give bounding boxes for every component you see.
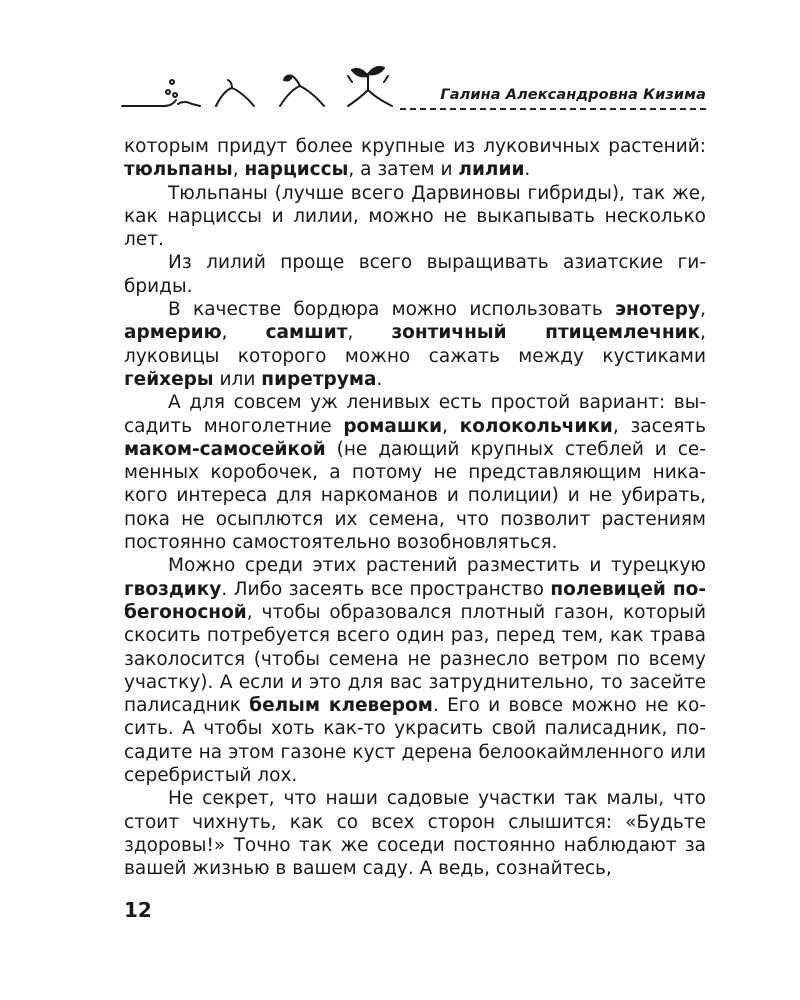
text-run: , засеять — [612, 415, 706, 437]
bold-term: самшит — [265, 322, 348, 344]
bold-term: гейхеры — [124, 368, 214, 390]
text-run: Не секрет, что наши садовые участки так малы, что стоит чихнуть, как со всех сторон слышится: «Будьте здоровы!» Точно так же соседи постоянно наблюдают за вашей жизнью в вашем саду. А ведь, сознайтесь, — [124, 788, 706, 880]
text-run: , — [347, 322, 392, 344]
text-run: (не дающий крупных стеблей и семенных коробочек, а потому не представляющим никакого интереса для наркоманов и полиции) и не убирать, пока не осыплются их семена, что позволит растениям постоянно самостоятельно возобновляться. — [124, 438, 706, 554]
text-run: А для совсем уж ленивых есть простой вариант: высадить многолетние — [124, 392, 706, 437]
author-name: Галина Александровна Кизима — [440, 87, 706, 103]
bold-term: энотеру — [615, 299, 701, 321]
text-run: , — [221, 322, 266, 344]
bold-term: пиретрума — [261, 368, 377, 390]
bold-term: нарциссы — [244, 159, 349, 181]
text-run: которым придут более крупные из луковичных растений: — [124, 136, 706, 157]
text-run: Можно среди этих растений разместить и турецкую — [168, 555, 706, 577]
text-run: , чтобы образовался плотный газон, который скосить потребуется всего один раз, перед тем, как трава заколосится (чтобы семена не разнесло ветром по всему участку). А если и это для вас затруднительно, то засейте палисадник — [124, 601, 706, 717]
text-run: , — [700, 299, 706, 321]
paragraph — [124, 298, 706, 391]
page-number: 12 — [124, 898, 152, 922]
bold-term: ромашки — [343, 415, 443, 437]
text-run: , а затем и — [348, 159, 459, 181]
bold-term: армерию — [124, 322, 222, 344]
text-run: . — [376, 368, 383, 390]
text-run: , — [442, 415, 460, 437]
text-run: , луковицы которого можно сажать между кустиками — [124, 322, 707, 367]
paragraph — [124, 251, 706, 298]
bold-term: зонтичный птицемлечник — [391, 322, 701, 344]
paragraph — [124, 182, 706, 252]
bold-term: гвоздику — [124, 578, 222, 600]
bold-term: маком-самосейкой — [124, 438, 326, 460]
sprouting-seed-ornament-icon — [120, 62, 420, 114]
text-run: . Его и вовсе можно не косить. А чтобы хоть как-то украсить свой палисадник, посадите на этом газоне куст дерена белоокаймленного или серебристый лох. — [124, 695, 706, 787]
bold-term: белым клевером — [249, 695, 433, 717]
paragraph — [124, 554, 706, 787]
text-run: . — [524, 159, 531, 181]
paragraph — [124, 391, 706, 554]
paragraph — [124, 787, 706, 880]
text-run: В качестве бордюра можно использовать — [168, 299, 616, 321]
text-run: Из лилий проще всего выращивать азиатские гибриды. — [124, 252, 706, 297]
running-header — [120, 62, 706, 114]
page-body — [124, 135, 706, 881]
text-run: . Либо засеять все пространство — [221, 578, 551, 600]
text-run: , — [232, 159, 245, 181]
text-run: Тюльпаны (лучше всего Дарвиновы гибриды), так же, как нарциссы и лилии, можно не выкапывать несколько лет. — [124, 182, 706, 251]
text-run: или — [213, 368, 262, 390]
bold-term: колокольчики — [459, 415, 613, 437]
bold-term: полевицей побегоносной — [124, 578, 706, 623]
bold-term: лилии — [458, 159, 525, 181]
bold-term: тюльпаны — [124, 159, 233, 181]
paragraph — [124, 135, 706, 182]
header-dashed-rule — [400, 108, 706, 110]
